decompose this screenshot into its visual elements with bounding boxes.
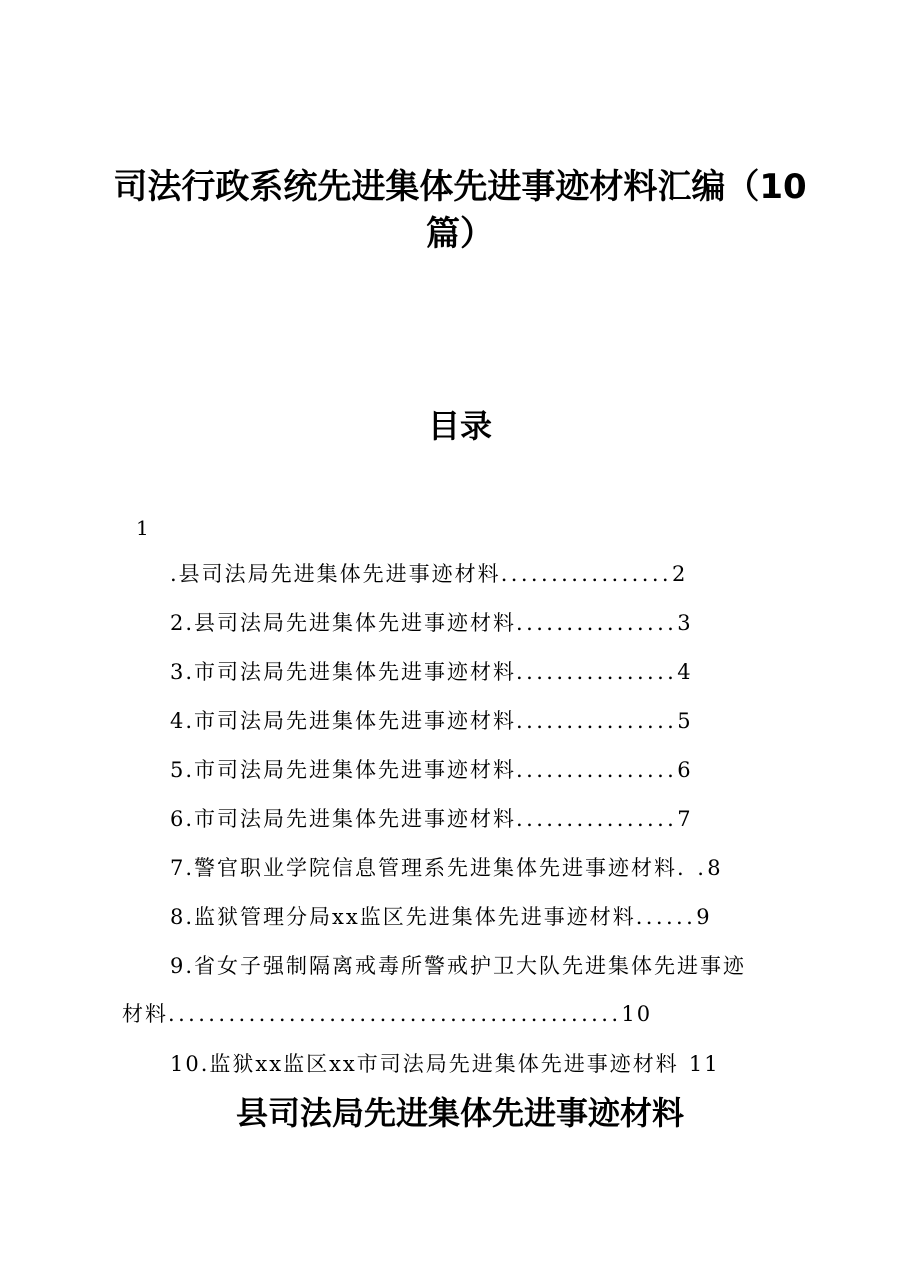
- toc-entry-leader: ................: [516, 660, 678, 684]
- toc-entry-page: 4: [677, 660, 693, 684]
- toc-number: 1: [136, 516, 149, 540]
- toc-entry-page: 11: [688, 1052, 720, 1076]
- toc-entry-page: 3: [677, 611, 693, 635]
- toc-entry[interactable]: [170, 1049, 760, 1079]
- toc-entry-text: .县司法局先进集体先进事迹材料: [170, 562, 501, 586]
- toc-entry-leader: .................: [500, 562, 672, 586]
- toc-entry-page: 8: [707, 856, 723, 880]
- toc-entry[interactable]: [170, 559, 760, 589]
- toc-entry[interactable]: [170, 657, 760, 687]
- toc-entry-page: 9: [696, 905, 712, 929]
- document-title-line-1: 司法行政系统先进集体先进事迹材料汇编（10: [113, 167, 807, 207]
- toc-entry-leader: ......: [635, 905, 697, 929]
- toc-entry-text: 9.省女子强制隔离戒毒所警戒护卫大队先进集体先进事迹: [170, 954, 747, 978]
- toc-entry-leader: .............................................: [168, 1002, 622, 1026]
- toc-entry[interactable]: [170, 706, 760, 736]
- toc-heading: 目录: [427, 407, 492, 445]
- toc-entry-continuation[interactable]: [122, 999, 762, 1029]
- section-title: 县司法局先进集体先进事迹材料: [235, 1094, 684, 1132]
- toc-entry-leader: ................: [516, 758, 678, 782]
- document-title-line-2: 篇）: [426, 214, 494, 254]
- toc-entry-text: 4.市司法局先进集体先进事迹材料: [170, 709, 517, 733]
- toc-entry-leader: [679, 1052, 689, 1076]
- toc-entry-text: 7.警官职业学院信息管理系先进集体先进事迹材料: [170, 856, 678, 880]
- toc-entry-page: 10: [621, 1002, 653, 1026]
- toc-entry[interactable]: [170, 902, 760, 932]
- toc-entry-leader: ................: [516, 709, 678, 733]
- toc-entry-text: 10.监狱xx监区xx市司法局先进集体先进事迹材料: [170, 1052, 679, 1076]
- toc-entry-leader: ................: [516, 807, 678, 831]
- toc-entry-text: 8.监狱管理分局xx监区先进集体先进事迹材料: [170, 905, 636, 929]
- toc-entry[interactable]: [170, 951, 760, 981]
- toc-entry-text: 材料: [122, 1002, 168, 1026]
- toc-entry[interactable]: [170, 804, 760, 834]
- toc-entry-text: 5.市司法局先进集体先进事迹材料: [170, 758, 517, 782]
- toc-entry-page: 7: [677, 807, 693, 831]
- toc-entry[interactable]: [170, 608, 760, 638]
- toc-entry[interactable]: [170, 755, 760, 785]
- toc-entry-text: 2.县司法局先进集体先进事迹材料: [170, 611, 517, 635]
- toc-entry-text: 6.市司法局先进集体先进事迹材料: [170, 807, 517, 831]
- toc-entry-leader: ................: [516, 611, 678, 635]
- toc-entry-page: 5: [677, 709, 693, 733]
- toc-entry-page: 6: [677, 758, 693, 782]
- toc-entry[interactable]: [170, 853, 760, 883]
- toc-entry-page: 2: [671, 562, 688, 586]
- toc-entry-text: 3.市司法局先进集体先进事迹材料: [170, 660, 517, 684]
- toc-entry-leader: . .: [677, 856, 708, 880]
